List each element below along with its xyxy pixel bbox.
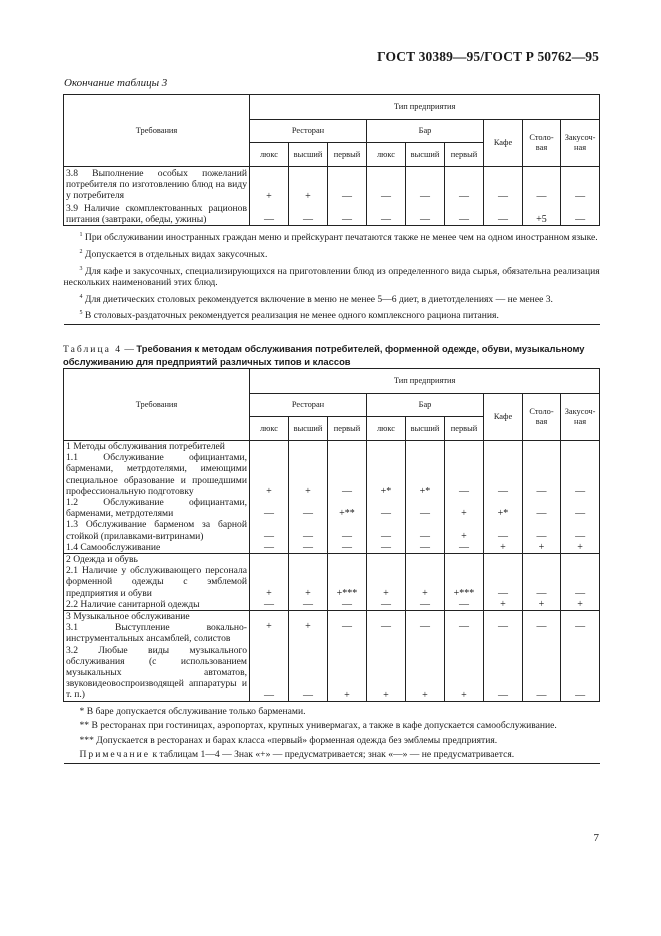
col-snackbar: Закусоч-ная — [561, 120, 600, 167]
row-requirement: 3.8 Выполнение особых пожеланий потребителя по изготовлению блюд на виду у потребителя — [64, 167, 250, 202]
cell-mark: — — [367, 622, 406, 644]
cell-mark: + — [484, 599, 523, 611]
class-lux: люкс — [367, 143, 406, 167]
cell-mark: — — [250, 645, 289, 702]
cell-mark: — — [328, 542, 367, 554]
cell-mark: — — [367, 497, 406, 519]
class-lux: люкс — [250, 143, 289, 167]
class-high: высший — [289, 417, 328, 441]
table4-title: Требования к методам обслуживания потребителей, форменной одежде, обуви, музыкальному обслуживанию для предприятий различных типов и классов — [63, 343, 585, 367]
cell-mark: — — [406, 519, 445, 541]
col-cafe: Кафе — [484, 394, 523, 441]
cell-mark: + — [561, 542, 600, 554]
cell-mark: + — [250, 565, 289, 599]
cell-mark: — — [289, 542, 328, 554]
cell-mark: + — [250, 167, 289, 202]
table-row — [64, 542, 600, 554]
cell-mark: — — [328, 452, 367, 497]
class-lux: люкс — [367, 417, 406, 441]
cell-mark: — — [328, 599, 367, 611]
cell-mark: +* — [367, 452, 406, 497]
col-cafe: Кафе — [484, 120, 523, 167]
cell-mark: + — [406, 645, 445, 702]
cell-mark: — — [250, 202, 289, 226]
cell-mark: — — [445, 622, 484, 644]
cell-mark: — — [561, 565, 600, 599]
document-code: ГОСТ 30389—95/ГОСТ Р 50762—95 — [377, 49, 599, 64]
cell-mark: — — [406, 542, 445, 554]
cell-mark: + — [289, 622, 328, 644]
cell-mark: — — [250, 497, 289, 519]
cell-mark: + — [445, 645, 484, 702]
col-canteen: Столо-вая — [523, 394, 561, 441]
class-first: первый — [328, 417, 367, 441]
cell-mark: — — [445, 202, 484, 226]
cell-mark: — — [523, 622, 561, 644]
cell-mark: — — [289, 497, 328, 519]
col-enterprise-type: Тип предприятия — [250, 369, 600, 394]
cell-mark: — — [289, 519, 328, 541]
cell-mark: + — [250, 622, 289, 644]
group-bar: Бар — [367, 120, 484, 143]
row-requirement: 2.2 Наличие санитарной одежды — [64, 599, 250, 611]
cell-mark: — — [406, 167, 445, 202]
table-row — [64, 519, 600, 541]
cell-mark: +* — [484, 497, 523, 519]
table3 — [63, 94, 600, 325]
group-bar: Бар — [367, 394, 484, 417]
table4-caption: Таблица 4 — Требования к методам обслуживания потребителей, форменной одежде, обуви, музыкальному обслуживанию для предприятий различных типов и классов — [63, 343, 585, 367]
row-requirement: 3.9 Наличие скомплектованных рационов питания (завтраки, обеды, ужины) — [64, 202, 250, 226]
row-requirement: 1.3 Обслуживание барменом за барной стойкой (прилавками-витринами) — [64, 519, 250, 541]
table3-footnotes-row — [64, 226, 600, 325]
page-number: 7 — [593, 832, 599, 844]
cell-mark: — — [328, 202, 367, 226]
table4-footnotes-row — [64, 701, 600, 763]
class-first: первый — [445, 143, 484, 167]
cell-mark: — — [406, 622, 445, 644]
cell-mark: — — [445, 599, 484, 611]
cell-mark: — — [523, 519, 561, 541]
table4 — [63, 368, 600, 764]
col-canteen: Столо-вая — [523, 120, 561, 167]
cell-mark: — — [445, 542, 484, 554]
cell-mark: + — [289, 167, 328, 202]
cell-mark: — — [561, 167, 600, 202]
cell-mark: — — [523, 452, 561, 497]
row-requirement: 1.2 Обслуживание официантами, барменами, метрдотелями — [64, 497, 250, 519]
cell-mark: — — [250, 542, 289, 554]
table-row — [64, 565, 600, 599]
col-requirements: Требования — [64, 95, 250, 167]
table-row — [64, 599, 600, 611]
table-row — [64, 167, 600, 202]
footnote: $^5$ В столовых-раздаточных рекомендуется реализация не менее одного комплексного рациона питания. — [79, 310, 499, 322]
cell-mark: + — [561, 599, 600, 611]
cell-mark: — — [561, 519, 600, 541]
section-heading-row — [64, 554, 600, 566]
cell-mark: — — [328, 167, 367, 202]
cell-mark: — — [561, 202, 600, 226]
cell-mark: — — [523, 565, 561, 599]
table-row — [64, 645, 600, 702]
class-high: высший — [406, 417, 445, 441]
cell-mark: — — [523, 497, 561, 519]
cell-mark: — — [367, 167, 406, 202]
cell-mark: + — [367, 565, 406, 599]
row-requirement: 2.1 Наличие у обслуживающего персонала форменной одежды с эмблемой предприятия и обуви — [64, 565, 250, 599]
footnote: $^3$ Для кафе и закусочных, специализирующихся на приготовлении блюд из определенного вида сырья, обязательна реализация нескольких наименований этих блюд. — [63, 265, 600, 288]
section-heading-row — [64, 611, 600, 623]
table-note — [64, 749, 600, 760]
cell-mark: — — [367, 519, 406, 541]
cell-mark: — — [406, 202, 445, 226]
cell-mark: — — [561, 497, 600, 519]
col-requirements: Требования — [64, 369, 250, 441]
table4-label: Таблица 4 — [63, 344, 123, 355]
footnote: * В баре допускается обслуживание только барменами. — [79, 705, 306, 717]
cell-mark: — — [561, 452, 600, 497]
note-label: Примечание — [79, 749, 151, 761]
footnote: ** В ресторанах при гостиницах, аэропортах, крупных универмагах, а также в кафе допускается самообслуживание. — [79, 720, 557, 732]
table-row — [64, 452, 600, 497]
footnote: $^1$ При обслуживании иностранных граждан меню и прейскурант печатаются также не менее чем на одном иностранном языке. — [79, 232, 598, 244]
cell-mark: + — [367, 645, 406, 702]
cell-mark: — — [484, 622, 523, 644]
class-high: высший — [289, 143, 328, 167]
cell-mark: — — [328, 622, 367, 644]
footnote: $^2$ Допускается в отдельных видах закусочных. — [79, 248, 268, 260]
cell-mark: — — [328, 519, 367, 541]
footnote: $^4$ Для диетических столовых рекомендуется включение в меню не менее 5—6 диет, в диетотделениях — не менее 3. — [79, 293, 553, 305]
cell-mark: — — [445, 452, 484, 497]
cell-mark: — — [289, 599, 328, 611]
cell-mark: — — [484, 202, 523, 226]
row-requirement: 3.2 Любые виды музыкального обслуживания (с использованием музыкальных автоматов, звуковидеовоспроизводящей аппаратуры и т. п.) — [64, 645, 250, 702]
cell-mark: — — [406, 599, 445, 611]
row-requirement: 1.4 Самообслуживание — [64, 542, 250, 554]
cell-mark: +* — [406, 452, 445, 497]
cell-mark: +5 — [523, 202, 561, 226]
cell-mark: — — [561, 645, 600, 702]
cell-mark: + — [484, 542, 523, 554]
cell-mark: + — [523, 542, 561, 554]
cell-mark: + — [523, 599, 561, 611]
cell-mark: — — [484, 167, 523, 202]
group-restaurant: Ресторан — [250, 394, 367, 417]
note-text: к таблицам 1—4 — Знак «+» — предусматривается; знак «—» — не предусматривается. — [152, 749, 515, 761]
group-restaurant: Ресторан — [250, 120, 367, 143]
class-first: первый — [328, 143, 367, 167]
section-heading-row — [64, 441, 600, 453]
cell-mark: — — [484, 519, 523, 541]
col-snackbar: Закусоч-ная — [561, 394, 600, 441]
section-methods: 1 Методы обслуживания потребителей — [64, 441, 250, 453]
col-enterprise-type: Тип предприятия — [250, 95, 600, 120]
class-high: высший — [406, 143, 445, 167]
class-first: первый — [445, 417, 484, 441]
cell-mark: — — [523, 645, 561, 702]
table-row — [64, 202, 600, 226]
row-requirement: 3.1 Выступление вокально-инструментальных ансамблей, солистов — [64, 622, 250, 644]
cell-mark: — — [484, 645, 523, 702]
cell-mark: + — [289, 565, 328, 599]
cell-mark: — — [406, 497, 445, 519]
table-row — [64, 497, 600, 519]
cell-mark: + — [445, 497, 484, 519]
cell-mark: + — [445, 519, 484, 541]
table3-continuation-caption: Окончание таблицы 3 — [64, 77, 168, 89]
cell-mark: — — [561, 622, 600, 644]
cell-mark: +** — [328, 497, 367, 519]
cell-mark: — — [484, 452, 523, 497]
cell-mark: — — [484, 565, 523, 599]
cell-mark: — — [367, 599, 406, 611]
section-music: 3 Музыкальное обслуживание — [64, 611, 250, 623]
section-clothing: 2 Одежда и обувь — [64, 554, 250, 566]
cell-mark: — — [289, 202, 328, 226]
cell-mark: + — [328, 645, 367, 702]
table-row — [64, 622, 600, 644]
cell-mark: + — [289, 452, 328, 497]
cell-mark: — — [445, 167, 484, 202]
cell-mark: — — [289, 645, 328, 702]
cell-mark: — — [523, 167, 561, 202]
cell-mark: +*** — [328, 565, 367, 599]
footnote: *** Допускается в ресторанах и барах класса «первый» форменная одежда без эмблемы предприятия. — [79, 734, 498, 746]
cell-mark: + — [250, 452, 289, 497]
cell-mark: + — [406, 565, 445, 599]
cell-mark: — — [367, 202, 406, 226]
cell-mark: +*** — [445, 565, 484, 599]
cell-mark: — — [250, 599, 289, 611]
cell-mark: — — [367, 542, 406, 554]
row-requirement: 1.1 Обслуживание официантами, барменами, метрдотелями, имеющими специальное образование и прошедшими профессиональную подготовку — [64, 452, 250, 497]
class-lux: люкс — [250, 417, 289, 441]
cell-mark: — — [250, 519, 289, 541]
